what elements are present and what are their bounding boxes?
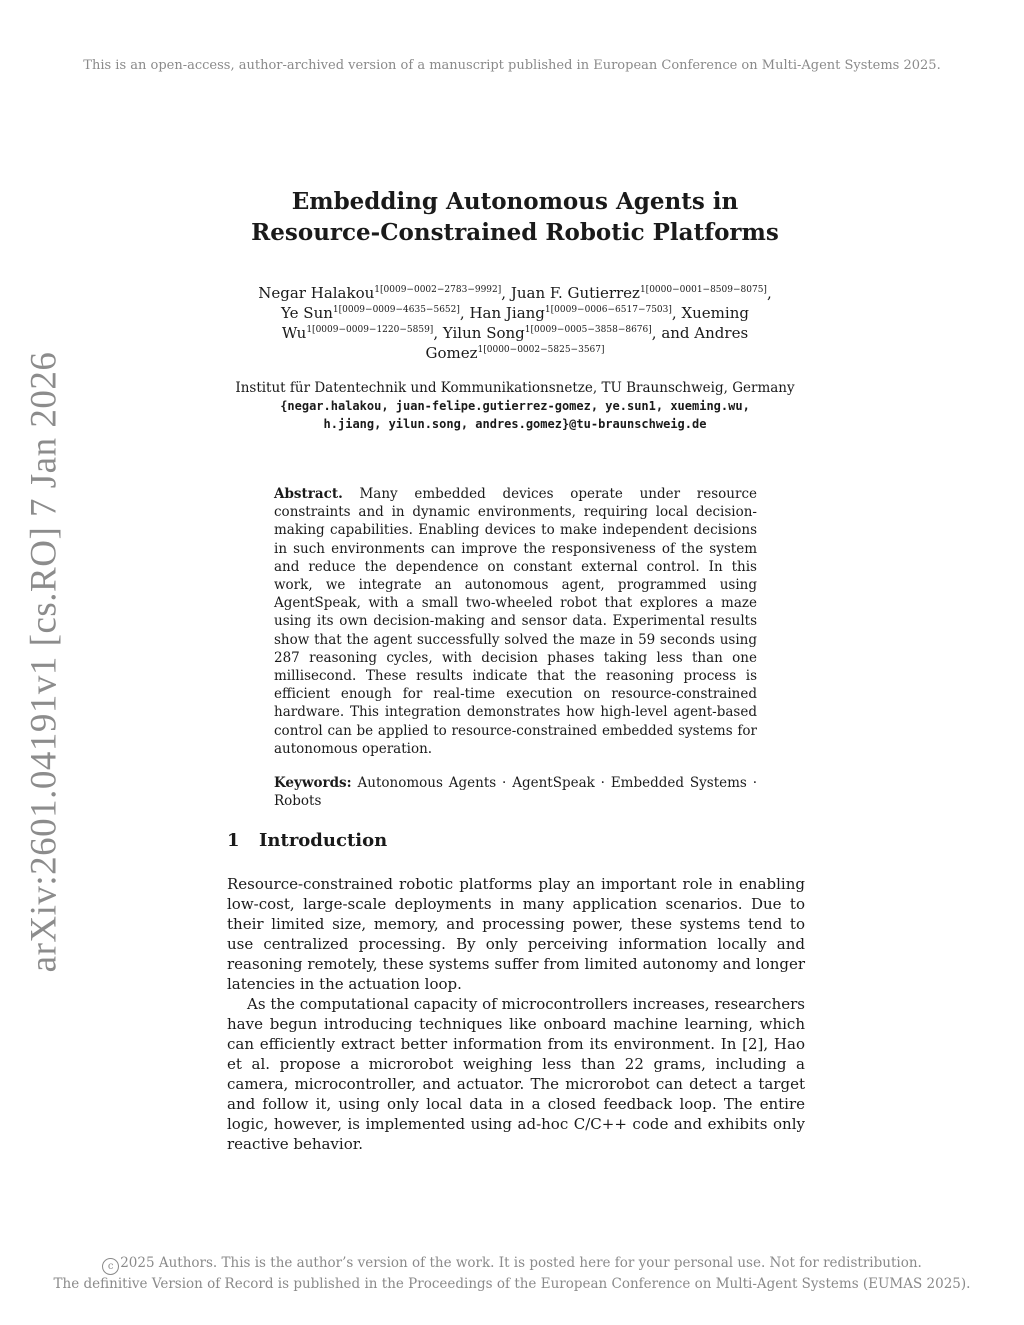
affiliation-block xyxy=(150,379,880,433)
author-name: Juan F. Gutierrez xyxy=(510,284,640,302)
author-orcid: 1[0009−0006−6517−7503] xyxy=(544,305,672,315)
footer xyxy=(0,1254,1024,1294)
section-number: 1 xyxy=(227,830,240,851)
paper-title xyxy=(150,186,880,248)
author-name: Han Jiang xyxy=(469,304,545,322)
affiliation: Institut für Datentechnik und Kommunikationsnetze, TU Braunschweig, Germany xyxy=(235,380,795,396)
footer-line-2: The definitive Version of Record is published in the Proceedings of the European Conference on Multi-Agent Systems (EUMAS 2025). xyxy=(53,1276,971,1292)
paragraph: As the computational capacity of microcontrollers increases, researchers have begun introducing techniques like onboard machine learning, which can efficiently extract better information from its environment. In [2], Hao et al. propose a microrobot weighing less than 22 grams, including a camera, microcontroller, and actuator. The microrobot can detect a target and follow it, using only local data in a closed feedback loop. The entire logic, however, is implemented using ad-hoc C/C++ code and exhibits only reactive behavior. xyxy=(227,995,805,1153)
author-name: Gomez xyxy=(425,344,478,362)
footer-text-1: 2025 Authors. This is the author’s version of the work. It is posted here for your personal use. Not for redistribution. xyxy=(120,1255,922,1271)
email-line-2[interactable]: h.jiang, yilun.song, andres.gomez}@tu-braunschweig.de xyxy=(323,417,707,431)
author-line-1: Negar Halakou$^{1[0009-0002-2783-9992]}$, Juan F. Gutierrez$^{1[0000-0001-8509-8075]}$, xyxy=(258,284,772,302)
abstract-text: Many embedded devices operate under resource constraints and in dynamic environments, requiring local decision-making capabilities. Enabling devices to make independent decisions in such environments can improve the responsiveness of the system and reduce the dependence on constant external control. In this work, we integrate an autonomous agent, programmed using AgentSpeak, with a small two-wheeled robot that explores a maze using its own decision-making and sensor data. Experimental results show that the agent successfully solved the maze in 59 seconds using 287 reasoning cycles, with decision phases taking less than one millisecond. These results indicate that the reasoning process is efficient enough for real-time execution on resource-constrained hardware. This integration demonstrates how high-level agent-based control can be applied to resource-constrained embedded systems for autonomous operation. xyxy=(274,486,757,757)
paragraph: Resource-constrained robotic platforms play an important role in enabling low-cost, large-scale deployments in many application scenarios. Due to their limited size, memory, and processing power, these systems tend to use centralized processing. By only perceiving information locally and reasoning remotely, these systems suffer from limited autonomy and longer latencies in the actuation loop. xyxy=(227,875,805,993)
author-orcid: 1[0009−0009−1220−5859] xyxy=(306,325,434,335)
author-name: Xueming xyxy=(681,304,749,322)
copyright-icon: c xyxy=(102,1258,119,1275)
abstract-label: Abstract. xyxy=(274,486,343,502)
author-name: Wu xyxy=(281,324,307,342)
author-line-4 xyxy=(200,343,830,363)
body-text xyxy=(227,874,805,1154)
abstract xyxy=(274,485,757,758)
author-orcid: 1[0000−0001−8509−8075] xyxy=(639,285,767,295)
author-orcid: 1[0009−0005−3858−8676] xyxy=(524,325,652,335)
keywords-label: Keywords: xyxy=(274,775,352,792)
author-list xyxy=(200,283,830,363)
title-line-2: Resource-Constrained Robotic Platforms xyxy=(251,219,779,246)
keywords-text: Autonomous Agents · AgentSpeak · Embedded Systems · Robots xyxy=(274,775,758,810)
section-heading xyxy=(227,830,387,851)
author-line-2: Ye Sun$^{1[0009-0009-4635-5652]}$, Han Jiang$^{1[0009-0006-6517-7503]}$, Xueming xyxy=(281,304,749,322)
author-orcid: 1[0000−0002−5825−3567] xyxy=(477,345,605,355)
author-name: Negar Halakou xyxy=(258,284,375,302)
header-note: This is an open-access, author-archived version of a manuscript published in European Conference on Multi-Agent Systems 2025. xyxy=(83,58,941,73)
author-name: and Andres xyxy=(661,324,749,342)
author-orcid: 1[0009−0009−4635−5652] xyxy=(332,305,460,315)
author-orcid: 1[0009−0002−2783−9992] xyxy=(374,285,502,295)
keywords xyxy=(274,774,757,810)
section-title: Introduction xyxy=(259,830,388,851)
email-line-1[interactable]: {negar.halakou, juan-felipe.gutierrez-gomez, ye.sun1, xueming.wu, xyxy=(280,399,750,413)
arxiv-stamp: arXiv:2601.04191v1 [cs.RO] 7 Jan 2026 xyxy=(23,351,65,973)
author-name: Yilun Song xyxy=(442,324,525,342)
title-line-1: Embedding Autonomous Agents in xyxy=(291,188,739,215)
footer-line-1 xyxy=(0,1254,1024,1275)
author-line-3: $Wu^{1[0009-0009-1220-5859]}$, Yilun Song$^{1[0009-0005-3858-8676]}$, and Andres xyxy=(281,324,749,342)
abstract-block xyxy=(274,485,757,810)
author-name: Ye Sun xyxy=(281,304,333,322)
